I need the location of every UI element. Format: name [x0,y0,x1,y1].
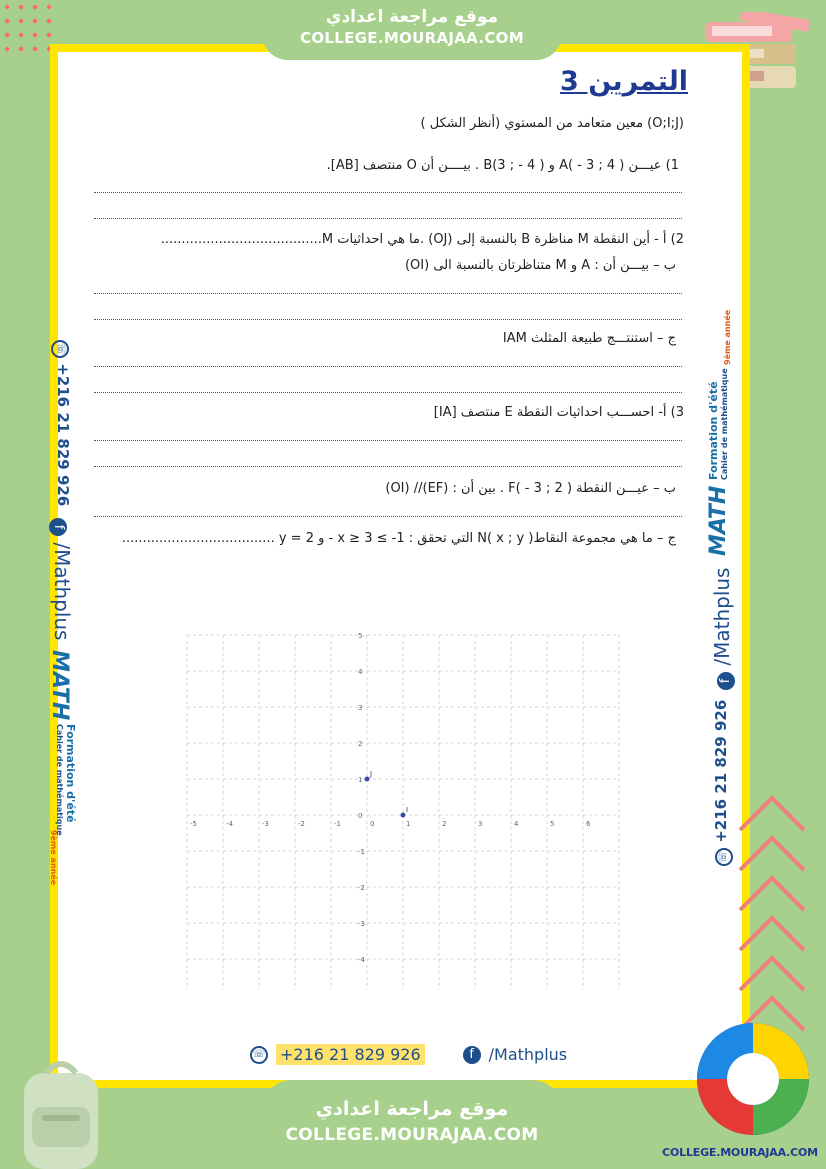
left-level: 9ème année [49,830,58,886]
bottom-phone: +216 21 829 926 [276,1044,425,1065]
answer-line [94,440,682,441]
y-tick-label: -2 [358,884,365,892]
right-facebook: f /Mathplus [710,568,735,690]
point-J [365,777,370,782]
y-tick-label: 5 [358,632,363,640]
answer-line [94,392,682,393]
y-tick-label: -4 [358,956,365,964]
footer-banner [262,1080,562,1169]
bottom-contact [250,1044,567,1065]
exercise-title: التمرين 3 [560,66,688,97]
x-tick-label: 5 [550,820,555,828]
question-2b: ب – بيـــن أن : A و M متناظرتان بالنسبة الى (OI) [404,258,676,273]
axis-points [365,770,409,818]
answer-line [94,218,682,219]
x-tick-label: 4 [514,820,519,828]
x-tick-label: -4 [226,820,233,828]
point-I-label: I [406,806,409,814]
facebook-icon: f [49,518,67,536]
left-math-logo: MATH [47,650,72,721]
x-tick-label: 2 [442,820,447,828]
subjects-wheel-icon [694,1020,812,1138]
x-tick-label: -3 [262,820,269,828]
whatsapp-icon: ☏ [715,848,733,866]
y-tick-label: -3 [358,920,365,928]
point-J-label: J [370,770,373,778]
dots-decoration-top [0,0,56,60]
question-2c: ج – استنتـــج طبيعة المثلث IAM [502,331,676,346]
x-tick-label: 0 [370,820,375,828]
x-tick-label: -2 [298,820,305,828]
question-3a: 3) أ- احســـب احداثيات النقطة E منتصف [IA] [433,405,684,420]
y-tick-label: 4 [358,668,363,676]
right-phone: ☏ +216 21 829 926 [712,700,733,866]
intro-text: (O;I;J) معين متعامد من المستوي (أنظر الشكل ) [420,116,684,131]
x-tick-label: -1 [334,820,341,828]
backpack-icon [6,1055,116,1169]
right-math-logo: MATH [706,485,731,556]
x-tick-label: -5 [190,820,197,828]
header-site-en: COLLEGE.MOURAJAA.COM [300,29,524,47]
left-phone: ☏ +216 21 829 926 [51,340,72,506]
x-tick-label: 6 [586,820,591,828]
facebook-icon: f [463,1046,481,1064]
right-formation: Formation d'été Cahier de mathématique [707,368,729,480]
y-tick-label: 3 [358,704,363,712]
y-tick-label: 1 [358,776,363,784]
whatsapp-icon: ☏ [51,340,69,358]
y-tick-label: 2 [358,740,363,748]
answer-line [94,516,682,517]
y-tick-label: 0 [358,812,363,820]
footer-site-en: COLLEGE.MOURAJAA.COM [285,1125,539,1145]
facebook-icon: f [717,672,735,690]
answer-line [94,466,682,467]
answer-line [94,293,682,294]
header-banner [262,0,562,60]
answer-line [94,319,682,320]
footer-site-ar: موقع مراجعة اعدادي [315,1098,509,1120]
answer-line [94,366,682,367]
y-tick-label: -1 [358,848,365,856]
coordinate-grid [160,630,635,990]
point-I [401,813,406,818]
right-level: 9ème année [723,309,732,365]
question-3b: ب – عيـــن النقطة ( F( - 3 ; 2 . بين أن : (EF)// (OI) [385,481,676,496]
y-axis-labels [358,632,366,964]
x-axis-labels [190,820,591,828]
question-3c: ج – ما هي مجموعة النقاط( N( x ; y التي تحقق : 1- ≥ x ≥ 3 - و y = 2 ..................................... [121,531,676,546]
question-1: 1) عيـــن ( A( - 3 ; 4 و ( B(3 ; - 4 . بيــــن أن O منتصف [AB]. [326,158,679,173]
left-formation: Formation d'été Cahier de mathématique [55,724,77,836]
footer-badge: COLLEGE.MOURAJAA.COM [662,1146,818,1159]
x-tick-label: 1 [406,820,411,828]
question-2a: 2) أ - أين النقطة M مناظرة B بالنسبة إلى (OJ) .ما هي احداثيات M....................................... [160,232,684,247]
x-tick-label: 3 [478,820,483,828]
left-facebook: f /Mathplus [49,518,74,640]
header-site-ar: موقع مراجعة اعدادي [325,7,499,27]
answer-line [94,192,682,193]
whatsapp-icon: ☏ [250,1046,268,1064]
bottom-facebook: /Mathplus [488,1045,568,1064]
